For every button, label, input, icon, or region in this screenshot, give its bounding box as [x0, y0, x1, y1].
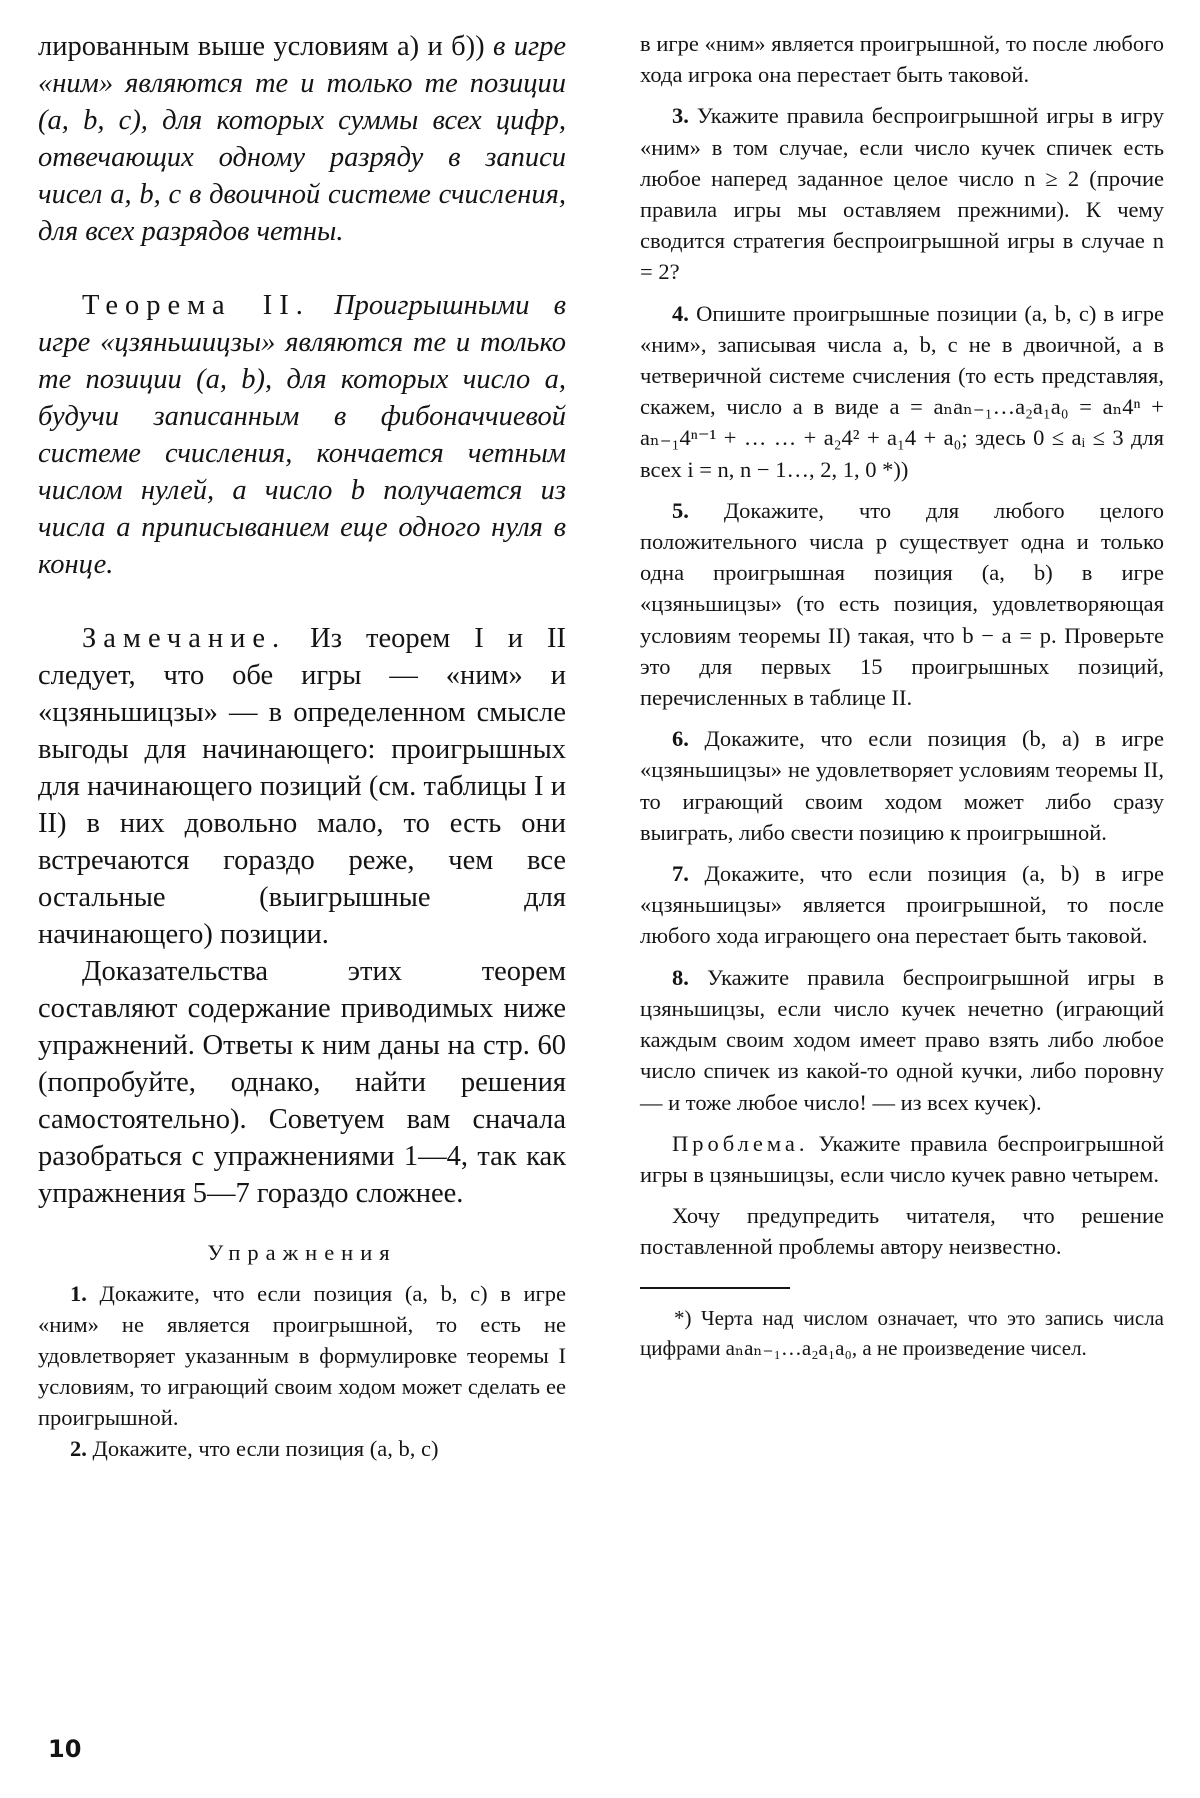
exercise-2-text: Докажите, что если позиция (a, b, c) [92, 1436, 439, 1461]
exercise-8-number: 8. [672, 964, 689, 990]
exercise-2 [38, 1433, 566, 1464]
author-note: Хочу предупредить читателя, что решение поставленной проблемы автору неизвестно. [640, 1203, 1164, 1260]
problem-text: Укажите правила беспроигрышной игры в цзяньшицзы, если число кучек равно четырем. [640, 1130, 1164, 1187]
exercise-1-text: Докажите, что если позиция (a, b, c) в игре «ним» не является проигрышной, то есть не удовлетворяет указанным в формулировке теоремы I условиям, то играющий своим ходом может сделать ее проигрышной. [38, 1281, 566, 1430]
exercise-2-number: 2. [70, 1436, 87, 1461]
theorem2-statement: Проигрышными в игре «цзяньшицзы» являются те и только те позиции (a, b), для которых число a, будучи записанным в фибоначчиевой системе счисления, кончается четным числом нулей, а число b получается из числа a приписыванием еще одного нуля в конце. [38, 290, 566, 580]
exercise-6 [640, 723, 1164, 848]
problem-label: Проблема. [672, 1130, 809, 1156]
exercise-2-continuation: в игре «ним» является проигрышной, то после любого хода игрока она перестает быть таковой. [640, 31, 1164, 88]
exercise-8-text: Укажите правила беспроигрышной игры в цзяньшицзы, если число кучек нечетно (играющий каждым своим ходом имеет право взять либо любое число спичек из какой-то одной кучки, либо поровну — и тоже любое число! — из всех кучек). [640, 964, 1164, 1115]
exercise-5-number: 5. [672, 497, 689, 523]
footnote-divider [640, 1287, 790, 1289]
exercises-heading: Упражнения [207, 1240, 397, 1265]
exercise-5 [640, 495, 1164, 713]
exercise-4 [640, 298, 1164, 485]
exercise-6-number: 6. [672, 726, 689, 752]
exercise-7-number: 7. [672, 861, 689, 887]
left-column [38, 28, 566, 1464]
theorem2-label: Теорема II. [82, 290, 310, 321]
right-column [640, 28, 1164, 1363]
paragraph-theorem1-end [38, 28, 566, 250]
theorem1-statement: в игре «ним» являются те и только те позиции (a, b, c), для которых суммы всех цифр, отвечающих одному разряду в записи чисел a, b, c в двоичной системе счисления, для всех разрядов четны. [38, 31, 567, 247]
exercise-3-text: Укажите правила беспроигрышной игры в игру «ним» в том случае, если число кучек спичек есть любое наперед заданное целое число n ≥ 2 (прочие правила игры мы оставляем прежними). К чему сводится стратегия беспроигрышной игры в случае n = 2? [640, 103, 1164, 285]
remark-text: Из теорем I и II следует, что обе игры — «ним» и «цзяньшицзы» — в определенном смысле выгоды для начинающего: проигрышных для начинающего позиций (см. таблицы I и II) в них довольно мало, то есть они встречаются гораздо реже, чем все остальные (выигрышные для начинающего) позиции. [38, 623, 567, 950]
paragraph-proofs: Доказательства этих теорем составляют содержание приводимых ниже упражнений. Ответы к ним даны на стр. 60 (попробуйте, однако, найти решения самостоятельно). Советуем вам сначала разобраться с упражнениями 1—4, так как упражнения 5—7 гораздо сложнее. [38, 956, 566, 1209]
theorem1-continuation: лированным выше условиям а) и б)) [38, 31, 485, 62]
exercise-4-number: 4. [672, 300, 689, 326]
footnote: *) Черта над числом означает, что это запись числа цифрами aₙaₙ₋₁…a₂a₁a₀, а не произведение чисел. [640, 1305, 1164, 1360]
remark-label: Замечание. [82, 623, 287, 654]
exercise-4-text: Опишите проигрышные позиции (a, b, c) в игре «ним», записывая числа a, b, c не в двоичной, а в четверичной системе счисления (то есть представляя, скажем, число a в виде a = aₙaₙ₋₁…a₂a₁a₀ = aₙ4ⁿ + aₙ₋₁4ⁿ⁻¹ + … … + a₂4² + a₁4 + a₀; здесь 0 ≤ aᵢ ≤ 3 для всех i = n, n − 1…, 2, 1, 0 *)) [640, 300, 1165, 482]
paragraph-theorem2 [38, 287, 566, 583]
problem [640, 1128, 1164, 1190]
exercise-1-number: 1. [70, 1281, 87, 1306]
exercise-3-number: 3. [672, 103, 689, 129]
exercise-1 [38, 1278, 566, 1433]
exercise-5-text: Докажите, что для любого целого положительного числа p существует одна и только одна проигрышная позиция (a, b) в игре «цзяньшицзы» (то есть позиция, удовлетворяющая условиям теоремы II) такая, что b − a = p. Проверьте это для первых 15 проигрышных позиций, перечисленных в таблице II. [640, 497, 1165, 711]
exercise-7-text: Докажите, что если позиция (a, b) в игре «цзяньшицзы» является проигрышной, то после любого хода играющего она перестает быть таковой. [640, 861, 1164, 949]
exercise-7 [640, 858, 1164, 952]
page-number: 10 [48, 1735, 82, 1763]
exercise-8 [640, 962, 1164, 1118]
paragraph-remark [38, 620, 566, 953]
exercise-6-text: Докажите, что если позиция (b, a) в игре «цзяньшицзы» не удовлетворяет условиям теоремы II, то играющий своим ходом может либо сразу выиграть, либо свести позицию к проигрышной. [640, 726, 1164, 845]
exercise-3 [640, 100, 1164, 287]
